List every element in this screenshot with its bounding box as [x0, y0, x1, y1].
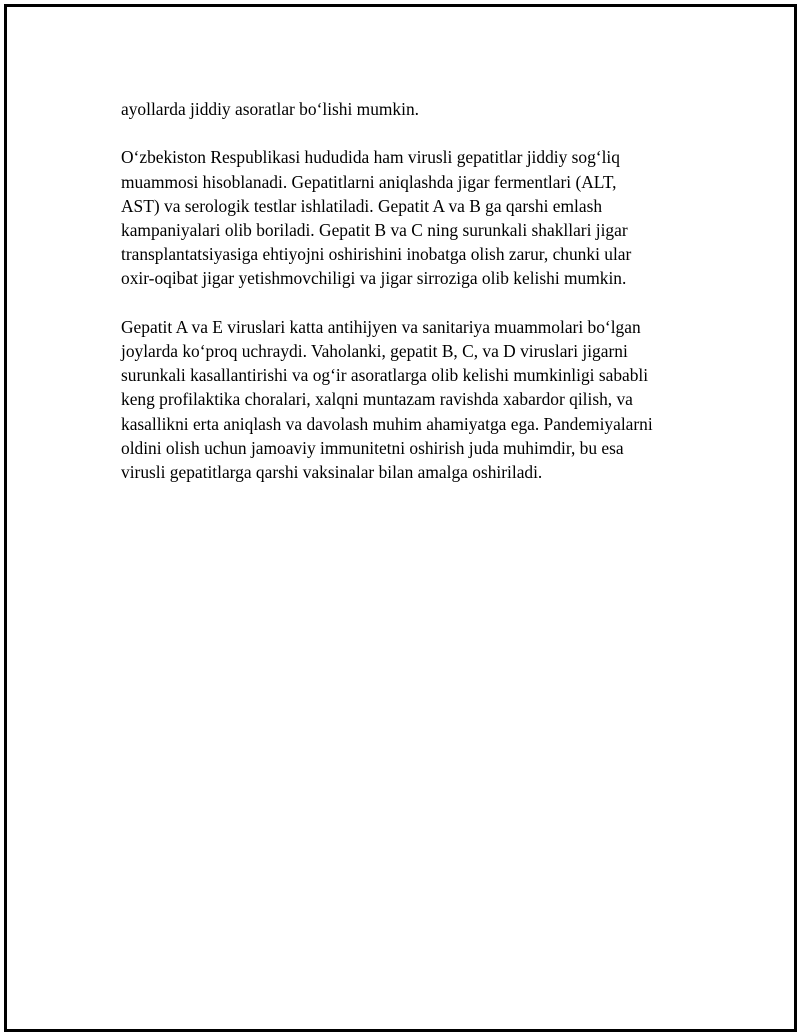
text-line: kampaniyalari olib boriladi. Gepatit B va C ning surunkali shakllari jigar	[121, 220, 628, 240]
paragraph-3	[121, 315, 701, 484]
text-line: virusli gepatitlarga qarshi vaksinalar bilan amalga oshiriladi.	[121, 462, 543, 483]
text-line: O‘zbekiston Respublikasi hududida ham virusli gepatitlar jiddiy sog‘liq	[121, 147, 620, 168]
paragraph-1	[121, 97, 701, 121]
text-line: oldini olish uchun jamoaviy immunitetni oshirish juda muhimdir, bu esa	[121, 437, 624, 458]
text-line: surunkali kasallantirishi va og‘ir asoratlarga olib kelishi mumkinligi sababli	[121, 365, 649, 386]
document-page	[4, 4, 797, 1032]
text-line: kasallikni erta aniqlash va davolash muhim ahamiyatga ega. Pandemiyalarni	[121, 413, 653, 434]
text-line: Gepatit A va E viruslari katta antihijyen va sanitariya muammolari bo‘lgan	[121, 316, 641, 337]
text-line: muammosi hisoblanadi. Gepatitlarni aniqlashda jigar fermentlari (ALT,	[121, 171, 617, 192]
paragraph-2	[121, 145, 701, 290]
text-line: transplantatsiyasiga ehtiyojni oshirishini inobatga olish zarur, chunki ular	[121, 244, 632, 265]
text-line: keng profilaktika choralari, xalqni muntazam ravishda xabardor qilish, va	[121, 389, 633, 410]
text-line: joylarda ko‘proq uchraydi. Vaholanki, gepatit B, C, va D viruslari jigarni	[121, 341, 628, 361]
text-line: AST) va serologik testlar ishlatiladi. Gepatit A va B ga qarshi emlash	[121, 195, 603, 216]
text-line: oxir-oqibat jigar yetishmovchiligi va jigar sirroziga olib kelishi mumkin.	[121, 268, 627, 289]
document-body	[121, 97, 701, 508]
text-line: ayollarda jiddiy asoratlar bo‘lishi mumkin.	[121, 99, 419, 119]
